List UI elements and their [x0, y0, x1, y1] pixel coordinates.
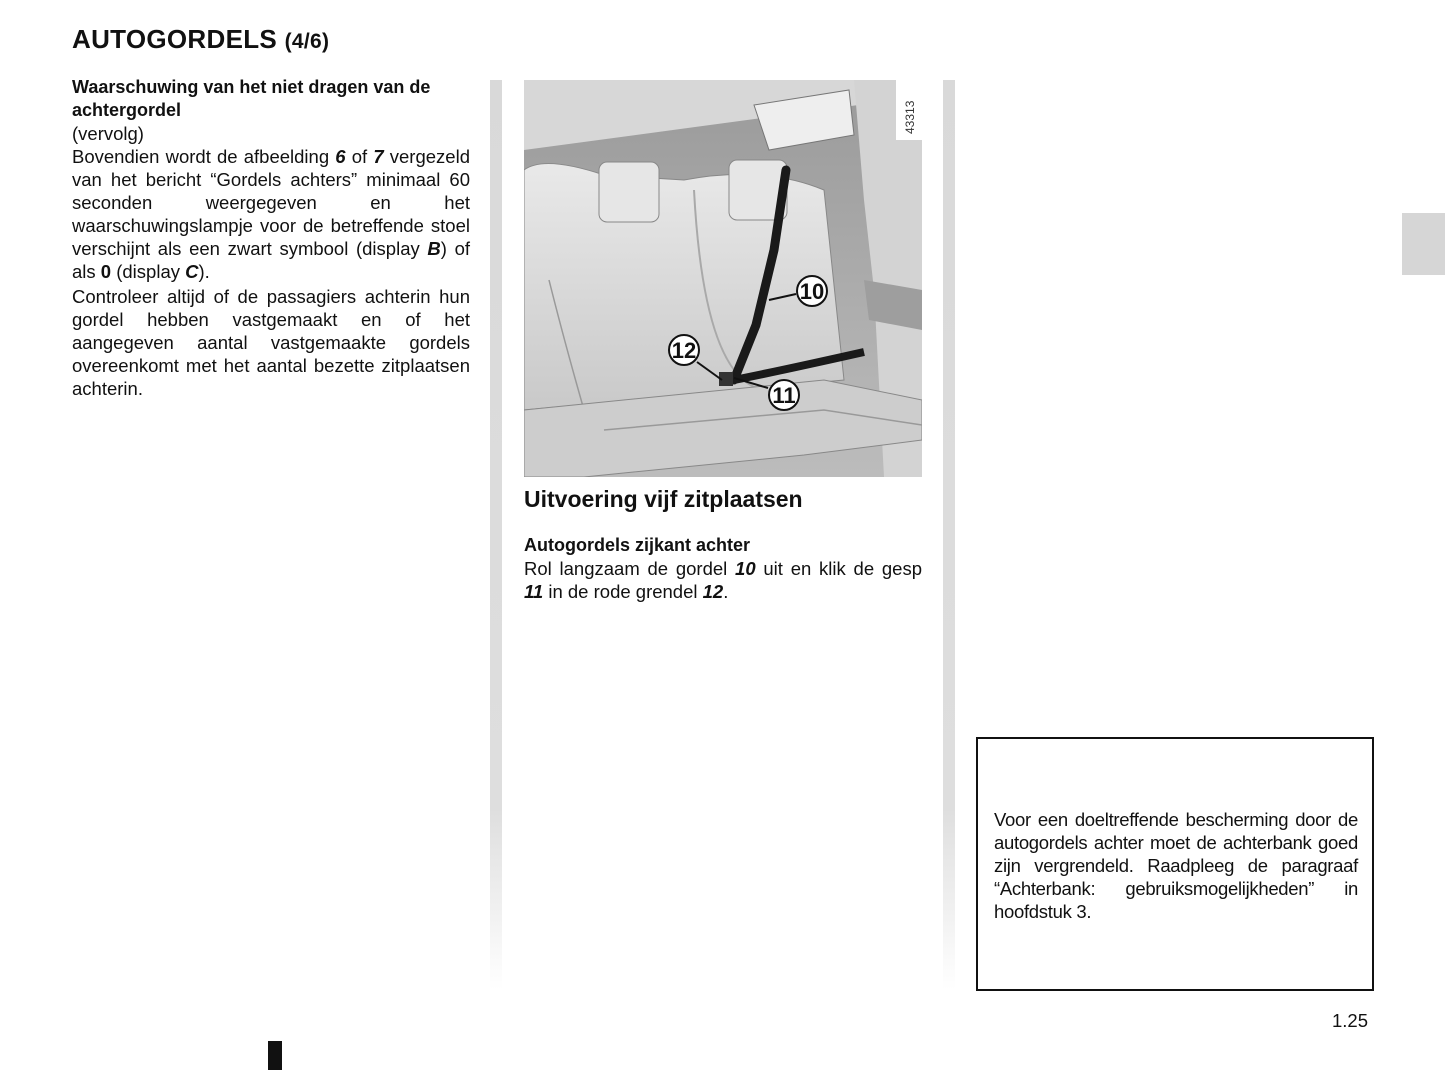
left-column [72, 76, 470, 400]
continued-label: (vervolg) [72, 123, 144, 144]
section-heading: Waarschuwing van het niet dragen van de achtergordel [72, 77, 431, 120]
text-run: ) of als [72, 238, 471, 282]
text-run: of [345, 146, 374, 167]
rear-seat-drawing [524, 80, 922, 477]
text-run: uit en klik de gesp [755, 558, 922, 579]
text-run: in de rode grendel [543, 581, 703, 602]
instruction-paragraph [524, 557, 922, 603]
text-run: Bovendien wordt de afbeelding [72, 146, 336, 167]
column-divider-right [943, 80, 955, 990]
text-run: vergezeld van het bericht “Gordels achters” minimaal 60 seconden weergegeven en het waarschuwingslampje voor de betreffende stoel verschijnt als een zwart symbool (display [72, 146, 470, 259]
note-text: Voor een doeltreffende bescherming door de autogordels achter moet de achterbank goed zijn vergrendeld. Raadpleeg de paragraaf “Achterbank: gebruiksmogelijkheden” in hoofdstuk 3. [994, 809, 1358, 922]
text-run: Rol langzaam de gordel [524, 558, 736, 579]
column-divider-left [490, 80, 502, 990]
image-ref-6: 6 [335, 146, 346, 167]
page-title-text: AUTOGORDELS [72, 24, 278, 54]
buckle-ref-11: 11 [524, 581, 544, 602]
subheading: Autogordels zijkant achter [524, 535, 751, 555]
image-ref-7: 7 [373, 146, 384, 167]
belt-ref-10: 10 [735, 558, 756, 579]
print-mark [268, 1041, 282, 1070]
page-title-part: (4/6) [284, 30, 330, 53]
callout-10 [797, 276, 827, 306]
section-title: Uitvoering vijf zitplaatsen [524, 486, 803, 512]
callout-11 [769, 380, 799, 410]
display-ref-c: C [185, 261, 199, 282]
callout-11-label: 11 [772, 383, 796, 408]
callout-12 [669, 335, 699, 365]
text-run: . [723, 581, 729, 602]
callout-10-label: 10 [799, 279, 825, 304]
display-ref-b: B [427, 238, 441, 259]
callout-12-label: 12 [671, 338, 697, 363]
page-number: 1.25 [1332, 1010, 1369, 1031]
page-title [72, 24, 329, 55]
note-box [976, 737, 1374, 991]
text-run: (display [111, 261, 186, 282]
warning-paragraph [72, 145, 470, 283]
chapter-tab [1402, 213, 1445, 275]
seatbelt-illustration [524, 80, 922, 477]
text-run: ). [198, 261, 210, 282]
symbol-zero: 0 [100, 261, 112, 282]
figure-reference-number: 43313 [903, 100, 917, 134]
check-paragraph: Controleer altijd of de passagiers achterin hun gordel hebben vastgemaakt en of het aangegeven aantal vastgemaakte gordels overeenkomt met het aantal bezette zitplaatsen achterin. [72, 286, 470, 399]
middle-column [524, 484, 922, 603]
latch-ref-12: 12 [702, 581, 724, 602]
